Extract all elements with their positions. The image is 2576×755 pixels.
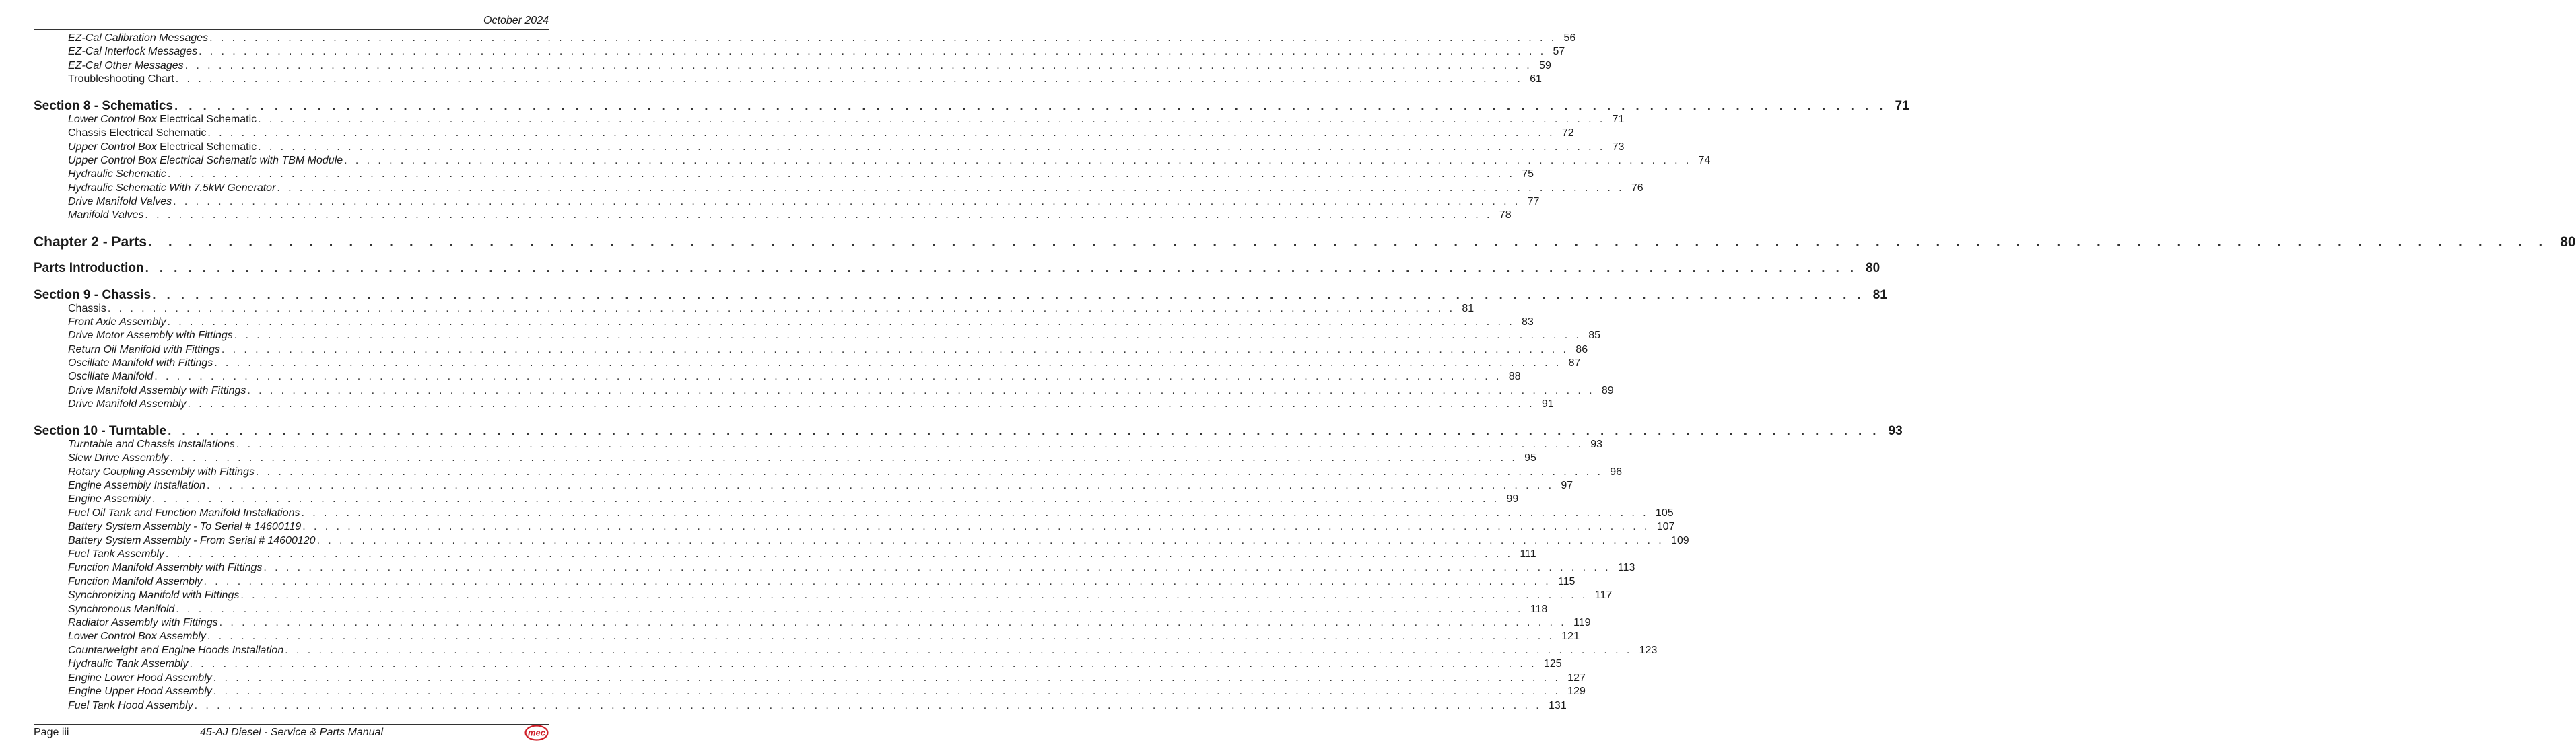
toc-page-number: 93	[1888, 424, 1903, 438]
toc-page-number: 59	[1539, 60, 1551, 71]
toc-entry[interactable]	[34, 398, 1554, 410]
toc-entry[interactable]	[34, 576, 1575, 588]
toc-entry-title-text: Engine Assembly Installation	[68, 480, 205, 491]
toc-entry[interactable]	[34, 385, 1614, 397]
toc-entry-title	[34, 209, 143, 221]
toc-entry-title	[34, 155, 343, 167]
toc-entry-title	[34, 686, 212, 698]
toc-entry-title	[34, 672, 212, 684]
dot-leader: ........................................................................................................................	[168, 424, 1887, 438]
dot-leader: ........................................................................................................................	[240, 589, 1594, 601]
dot-leader: ........................................................................................................................	[263, 562, 1617, 573]
toc-page-number: 113	[1617, 562, 1635, 573]
toc-page-number: 74	[1698, 155, 1711, 166]
toc-entry[interactable]	[34, 357, 1581, 369]
toc-entry-title-text: Function Manifold Assembly	[68, 576, 203, 587]
toc-entry-title	[34, 398, 186, 410]
toc-entry-title-text: Engine Assembly	[68, 493, 151, 505]
toc-entry-title	[34, 645, 283, 657]
toc-entry-title	[34, 73, 174, 85]
footer-rule	[34, 724, 549, 725]
dot-leader: ........................................................................................................................	[209, 32, 1563, 44]
toc-page-number: 73	[1612, 141, 1625, 153]
toc-entry-title	[34, 617, 218, 629]
toc-entry-title-text: EZ-Cal Calibration Messages	[68, 32, 209, 44]
toc-page-number: 123	[1639, 645, 1658, 656]
toc-page-number: 95	[1524, 452, 1536, 464]
toc-entry-title-text: Engine Lower Hood Assembly	[68, 672, 212, 684]
toc-entry[interactable]	[34, 548, 1536, 561]
toc-entry-title	[34, 493, 151, 505]
toc-entry-title	[34, 385, 246, 397]
mec-logo	[524, 725, 549, 741]
dot-leader: ........................................................................................................................	[255, 466, 1609, 478]
toc-chapter-heading[interactable]	[34, 234, 2576, 250]
toc-entry-title	[34, 288, 151, 303]
dot-leader: ........................................................................................................................	[203, 576, 1557, 587]
toc-page-number: 97	[1561, 480, 1573, 491]
toc-entry-title	[34, 141, 257, 153]
toc-page-number: 80	[2560, 234, 2576, 250]
toc-entry-title-text: Upper Control Box Electrical Schematic with TBM Module	[68, 155, 343, 166]
dot-leader: ........................................................................................................................	[176, 604, 1529, 615]
toc-entry-title-text: Upper Control Box	[68, 141, 157, 153]
toc-entry[interactable]	[34, 507, 1674, 519]
toc-entry[interactable]	[34, 535, 1689, 547]
toc-entry-title	[34, 168, 166, 180]
toc-entry-title-text: Radiator Assembly with Fittings	[68, 617, 218, 628]
toc-entry[interactable]	[34, 686, 1586, 698]
toc-entry-title	[34, 46, 197, 58]
toc-entry[interactable]	[34, 196, 1540, 208]
toc-entry-title	[34, 234, 147, 250]
toc-entry[interactable]	[34, 700, 1567, 712]
toc-entry-title-text: Section 9 - Chassis	[34, 288, 151, 302]
toc-entry-title-text: Slew Drive Assembly	[68, 452, 169, 464]
dot-leader: ........................................................................................................................	[206, 480, 1560, 491]
toc-entry-title-text: Fuel Tank Hood Assembly	[68, 700, 193, 711]
toc-entry[interactable]	[34, 617, 1591, 629]
toc-entry-title	[34, 114, 257, 126]
dot-leader: ........................................................................................................................	[219, 617, 1573, 628]
toc-page-number: 91	[1541, 398, 1554, 410]
toc-entry-title-text: Drive Manifold Assembly	[68, 398, 187, 410]
dot-leader: ........................................................................................................................	[165, 548, 1519, 560]
dot-leader: ........................................................................................................................	[187, 398, 1540, 410]
toc-page-number: 131	[1549, 700, 1567, 711]
toc-page-number: 107	[1656, 521, 1675, 532]
toc-page-number: 78	[1499, 209, 1512, 221]
toc-entry-title-text: Hydraulic Tank Assembly	[68, 658, 189, 670]
toc-entry[interactable]	[34, 32, 1576, 44]
toc-section-heading[interactable]	[34, 261, 1880, 276]
toc-entry-title	[34, 60, 184, 72]
toc-entry-title-text: Counterweight and Engine Hoods Installation	[68, 645, 284, 656]
dot-leader: ........................................................................................................................	[213, 686, 1567, 697]
toc-page-number: 81	[1462, 303, 1475, 314]
dot-leader: ........................................................................................................................	[152, 288, 1872, 302]
toc-page-number: 86	[1575, 344, 1588, 355]
toc-entry[interactable]	[34, 141, 1625, 153]
footer-page-number: Page iii	[34, 727, 69, 738]
toc-entry-title-text: Battery System Assembly - To Serial # 14600119	[68, 521, 302, 532]
dot-leader: ........................................................................................................................	[277, 182, 1630, 194]
dot-leader: ........................................................................................................................	[247, 385, 1600, 396]
toc-entry[interactable]	[34, 466, 1623, 478]
toc-entry-title	[34, 562, 262, 574]
toc-entry-title-suffix: Electrical Schematic	[156, 141, 257, 153]
toc-entry-title-text: Chassis Electrical Schematic	[68, 127, 207, 139]
toc-entry-title	[34, 127, 206, 139]
toc-entry-title-text: Rotary Coupling Assembly with Fittings	[68, 466, 255, 478]
dot-leader: ........................................................................................................................	[316, 535, 1670, 546]
toc-page-number: 111	[1520, 548, 1536, 560]
dot-leader: ........................................................................................................................	[107, 303, 1461, 314]
dot-leader: ........................................................................................................................	[285, 645, 1638, 656]
toc-entry-title	[34, 604, 174, 616]
toc-entry-title-text: Drive Manifold Assembly with Fittings	[68, 385, 246, 396]
dot-leader: ........................................................................................................................	[207, 127, 1561, 139]
toc-entry[interactable]	[34, 672, 1586, 684]
toc-entry-title	[34, 371, 153, 383]
toc-entry[interactable]	[34, 589, 1613, 602]
dot-leader: ........................................................................................................................	[194, 700, 1548, 711]
toc-entry-title-text: Turntable and Chassis Installations	[68, 439, 235, 450]
toc-entry[interactable]	[34, 209, 1512, 221]
dot-leader: ........................................................................................................................	[199, 46, 1552, 57]
dot-leader: ........................................................................................................................	[221, 344, 1575, 355]
toc-entry-title	[34, 452, 169, 464]
toc-entry-title	[34, 480, 205, 492]
toc-entry-title-text: Fuel Tank Assembly	[68, 548, 164, 560]
toc-page-number: 105	[1655, 507, 1674, 519]
toc-entry-title	[34, 316, 166, 328]
toc-entry-title-text: Engine Upper Hood Assembly	[68, 686, 212, 697]
toc-entry-title-text: Battery System Assembly - From Serial # 14600120	[68, 535, 316, 546]
dot-leader: ........................................................................................................................	[189, 658, 1543, 670]
toc-entry-title	[34, 424, 166, 439]
toc-entry-title-text: Front Axle Assembly	[68, 316, 166, 328]
dot-leader: ........................................................................................................................	[301, 507, 1654, 519]
toc-entry-title	[34, 507, 300, 519]
toc-entry-title-text: Function Manifold Assembly with Fittings	[68, 562, 263, 573]
dot-leader: ........................................................................................................................	[145, 261, 1865, 275]
toc-page-number: 96	[1610, 466, 1623, 478]
toc-page-number: 85	[1588, 330, 1601, 341]
toc-entry-title	[34, 548, 164, 561]
toc-entry-title	[34, 344, 220, 356]
toc-page-number: 88	[1508, 371, 1521, 382]
toc-page-number: 119	[1573, 617, 1591, 628]
toc-entry-title	[34, 330, 233, 342]
toc-entry-title-text: Oscillate Manifold	[68, 371, 154, 382]
toc-entry-title-text: Manifold Valves	[68, 209, 144, 221]
toc-page-number: 77	[1527, 196, 1540, 207]
dot-leader: ........................................................................................................................	[148, 234, 2559, 250]
toc-entry-title-text: Section 8 - Schematics	[34, 99, 173, 113]
toc-entry-title-text: EZ-Cal Interlock Messages	[68, 46, 198, 57]
toc-page-number: 71	[1895, 99, 1909, 113]
dot-leader: ........................................................................................................................	[170, 452, 1524, 464]
toc-entry-title	[34, 32, 208, 44]
toc-entry[interactable]	[34, 60, 1551, 72]
toc-page-number: 127	[1567, 672, 1586, 684]
dot-leader: ........................................................................................................................	[184, 60, 1538, 71]
toc-entry-title	[34, 357, 213, 369]
toc-section-heading[interactable]	[34, 288, 1887, 303]
toc-entry-title-text: Return Oil Manifold with Fittings	[68, 344, 220, 355]
toc-entry-title-text: Section 10 - Turntable	[34, 424, 167, 438]
dot-leader: ........................................................................................................................	[167, 316, 1520, 328]
toc-entry-title-text: Oscillate Manifold with Fittings	[68, 357, 213, 369]
dot-leader: ........................................................................................................................	[173, 196, 1526, 207]
dot-leader: ........................................................................................................................	[207, 631, 1561, 642]
toc-entry-title	[34, 182, 275, 194]
toc-page-number: 61	[1530, 73, 1542, 85]
dot-leader: ........................................................................................................................	[175, 73, 1529, 85]
dot-leader: ........................................................................................................................	[236, 439, 1590, 450]
dot-leader: ........................................................................................................................	[174, 99, 1894, 113]
mec-logo-text: mec	[527, 727, 546, 738]
toc-entry[interactable]	[34, 114, 1625, 126]
toc-entry[interactable]	[34, 330, 1601, 342]
toc-entry-title	[34, 303, 106, 315]
dot-leader: ........................................................................................................................	[152, 493, 1505, 505]
toc-entry-title-text: Hydraulic Schematic With 7.5kW Generator	[68, 182, 276, 194]
toc-entry-title-text: Lower Control Box Assembly	[68, 631, 206, 642]
toc-page-number: 99	[1506, 493, 1519, 505]
toc-entry-title-text: Fuel Oil Tank and Function Manifold Installations	[68, 507, 300, 519]
toc-entry[interactable]	[34, 127, 1574, 139]
toc-page-number: 83	[1521, 316, 1534, 328]
toc-page-number: 81	[1872, 288, 1887, 302]
toc-page-number: 117	[1594, 589, 1613, 601]
toc-entry-title	[34, 521, 301, 533]
toc-page-number: 75	[1522, 168, 1534, 180]
toc-page-number: 56	[1563, 32, 1576, 44]
toc-page-number: 121	[1561, 631, 1580, 642]
toc-entry-title	[34, 535, 316, 547]
toc-entry-title-text: Synchronous Manifold	[68, 604, 175, 615]
toc-page-number: 129	[1567, 686, 1586, 697]
dot-leader: ........................................................................................................................	[213, 672, 1567, 684]
dot-leader: ........................................................................................................................	[214, 357, 1567, 369]
toc-entry-title-text: Synchronizing Manifold with Fittings	[68, 589, 240, 601]
toc-entry[interactable]	[34, 168, 1534, 180]
dot-leader: ........................................................................................................................	[258, 114, 1611, 125]
toc-section-heading[interactable]	[34, 99, 1909, 114]
toc-page-number: 93	[1590, 439, 1603, 450]
toc-entry-title	[34, 196, 172, 208]
toc-entry-title-text: Drive Motor Assembly with Fittings	[68, 330, 233, 341]
dot-leader: ........................................................................................................................	[167, 168, 1521, 180]
footer-document-title: 45-AJ Diesel - Service & Parts Manual	[199, 727, 384, 738]
toc-entry-title-text: Troubleshooting Chart	[68, 73, 174, 85]
toc-entry[interactable]	[34, 645, 1658, 657]
toc-page-number: 118	[1530, 604, 1548, 615]
toc-entry[interactable]	[34, 631, 1580, 643]
toc-entry-title	[34, 439, 235, 451]
toc-page-number: 89	[1601, 385, 1614, 396]
toc-entry[interactable]	[34, 493, 1519, 505]
toc-entry-title-text: Chapter 2 - Parts	[34, 234, 147, 250]
toc-entry-title-text: Lower Control Box	[68, 114, 157, 125]
dot-leader: ........................................................................................................................	[154, 371, 1507, 382]
toc-entry-title	[34, 631, 206, 643]
dot-leader: ........................................................................................................................	[344, 155, 1697, 166]
toc-entry[interactable]	[34, 155, 1711, 167]
toc-entry[interactable]	[34, 316, 1534, 328]
toc-page-number: 76	[1631, 182, 1643, 194]
toc-page-number: 80	[1866, 261, 1880, 275]
toc-entry[interactable]	[34, 521, 1675, 533]
toc-entry[interactable]	[34, 371, 1521, 383]
toc-entry[interactable]	[34, 344, 1588, 356]
toc-entry-title	[34, 658, 188, 670]
toc-entry-title	[34, 466, 255, 478]
toc-entry-title-suffix: Electrical Schematic	[156, 114, 257, 125]
toc-entry-title-text: EZ-Cal Other Messages	[68, 60, 184, 71]
toc-entry-title	[34, 700, 193, 712]
toc-entry-title-text: Drive Manifold Valves	[68, 196, 172, 207]
toc-entry[interactable]	[34, 452, 1536, 464]
toc-entry[interactable]	[34, 604, 1548, 616]
dot-leader: ........................................................................................................................	[302, 521, 1656, 532]
toc-entry[interactable]	[34, 658, 1562, 670]
header-date: October 2024	[483, 15, 549, 26]
toc-entry[interactable]	[34, 562, 1635, 574]
toc-entry-title	[34, 99, 173, 114]
toc-entry-title	[34, 589, 239, 602]
toc-entry-title-text: Parts Introduction	[34, 261, 144, 275]
toc-entry[interactable]	[34, 439, 1603, 451]
toc-page-number: 72	[1561, 127, 1574, 139]
toc-section-heading[interactable]	[34, 424, 1903, 439]
toc-entry[interactable]	[34, 182, 1643, 194]
toc-entry[interactable]	[34, 303, 1475, 315]
toc-entry-title	[34, 576, 203, 588]
toc-entry-title	[34, 261, 144, 276]
toc-page-number: 125	[1543, 658, 1562, 670]
toc-page-number: 115	[1557, 576, 1575, 587]
toc-entry[interactable]	[34, 46, 1565, 58]
toc-entry[interactable]	[34, 480, 1573, 492]
toc-page-number: 109	[1671, 535, 1689, 546]
toc-page-number: 71	[1612, 114, 1625, 125]
toc-entry[interactable]	[34, 73, 1542, 85]
dot-leader: ........................................................................................................................	[234, 330, 1588, 341]
toc-page-number: 57	[1553, 46, 1565, 57]
toc-entry-title-text: Hydraulic Schematic	[68, 168, 166, 180]
dot-leader: ........................................................................................................................	[145, 209, 1498, 221]
header-rule	[34, 29, 549, 30]
dot-leader: ........................................................................................................................	[258, 141, 1611, 153]
toc-entry-title-text: Chassis	[68, 303, 106, 314]
toc-page-number: 87	[1568, 357, 1581, 369]
